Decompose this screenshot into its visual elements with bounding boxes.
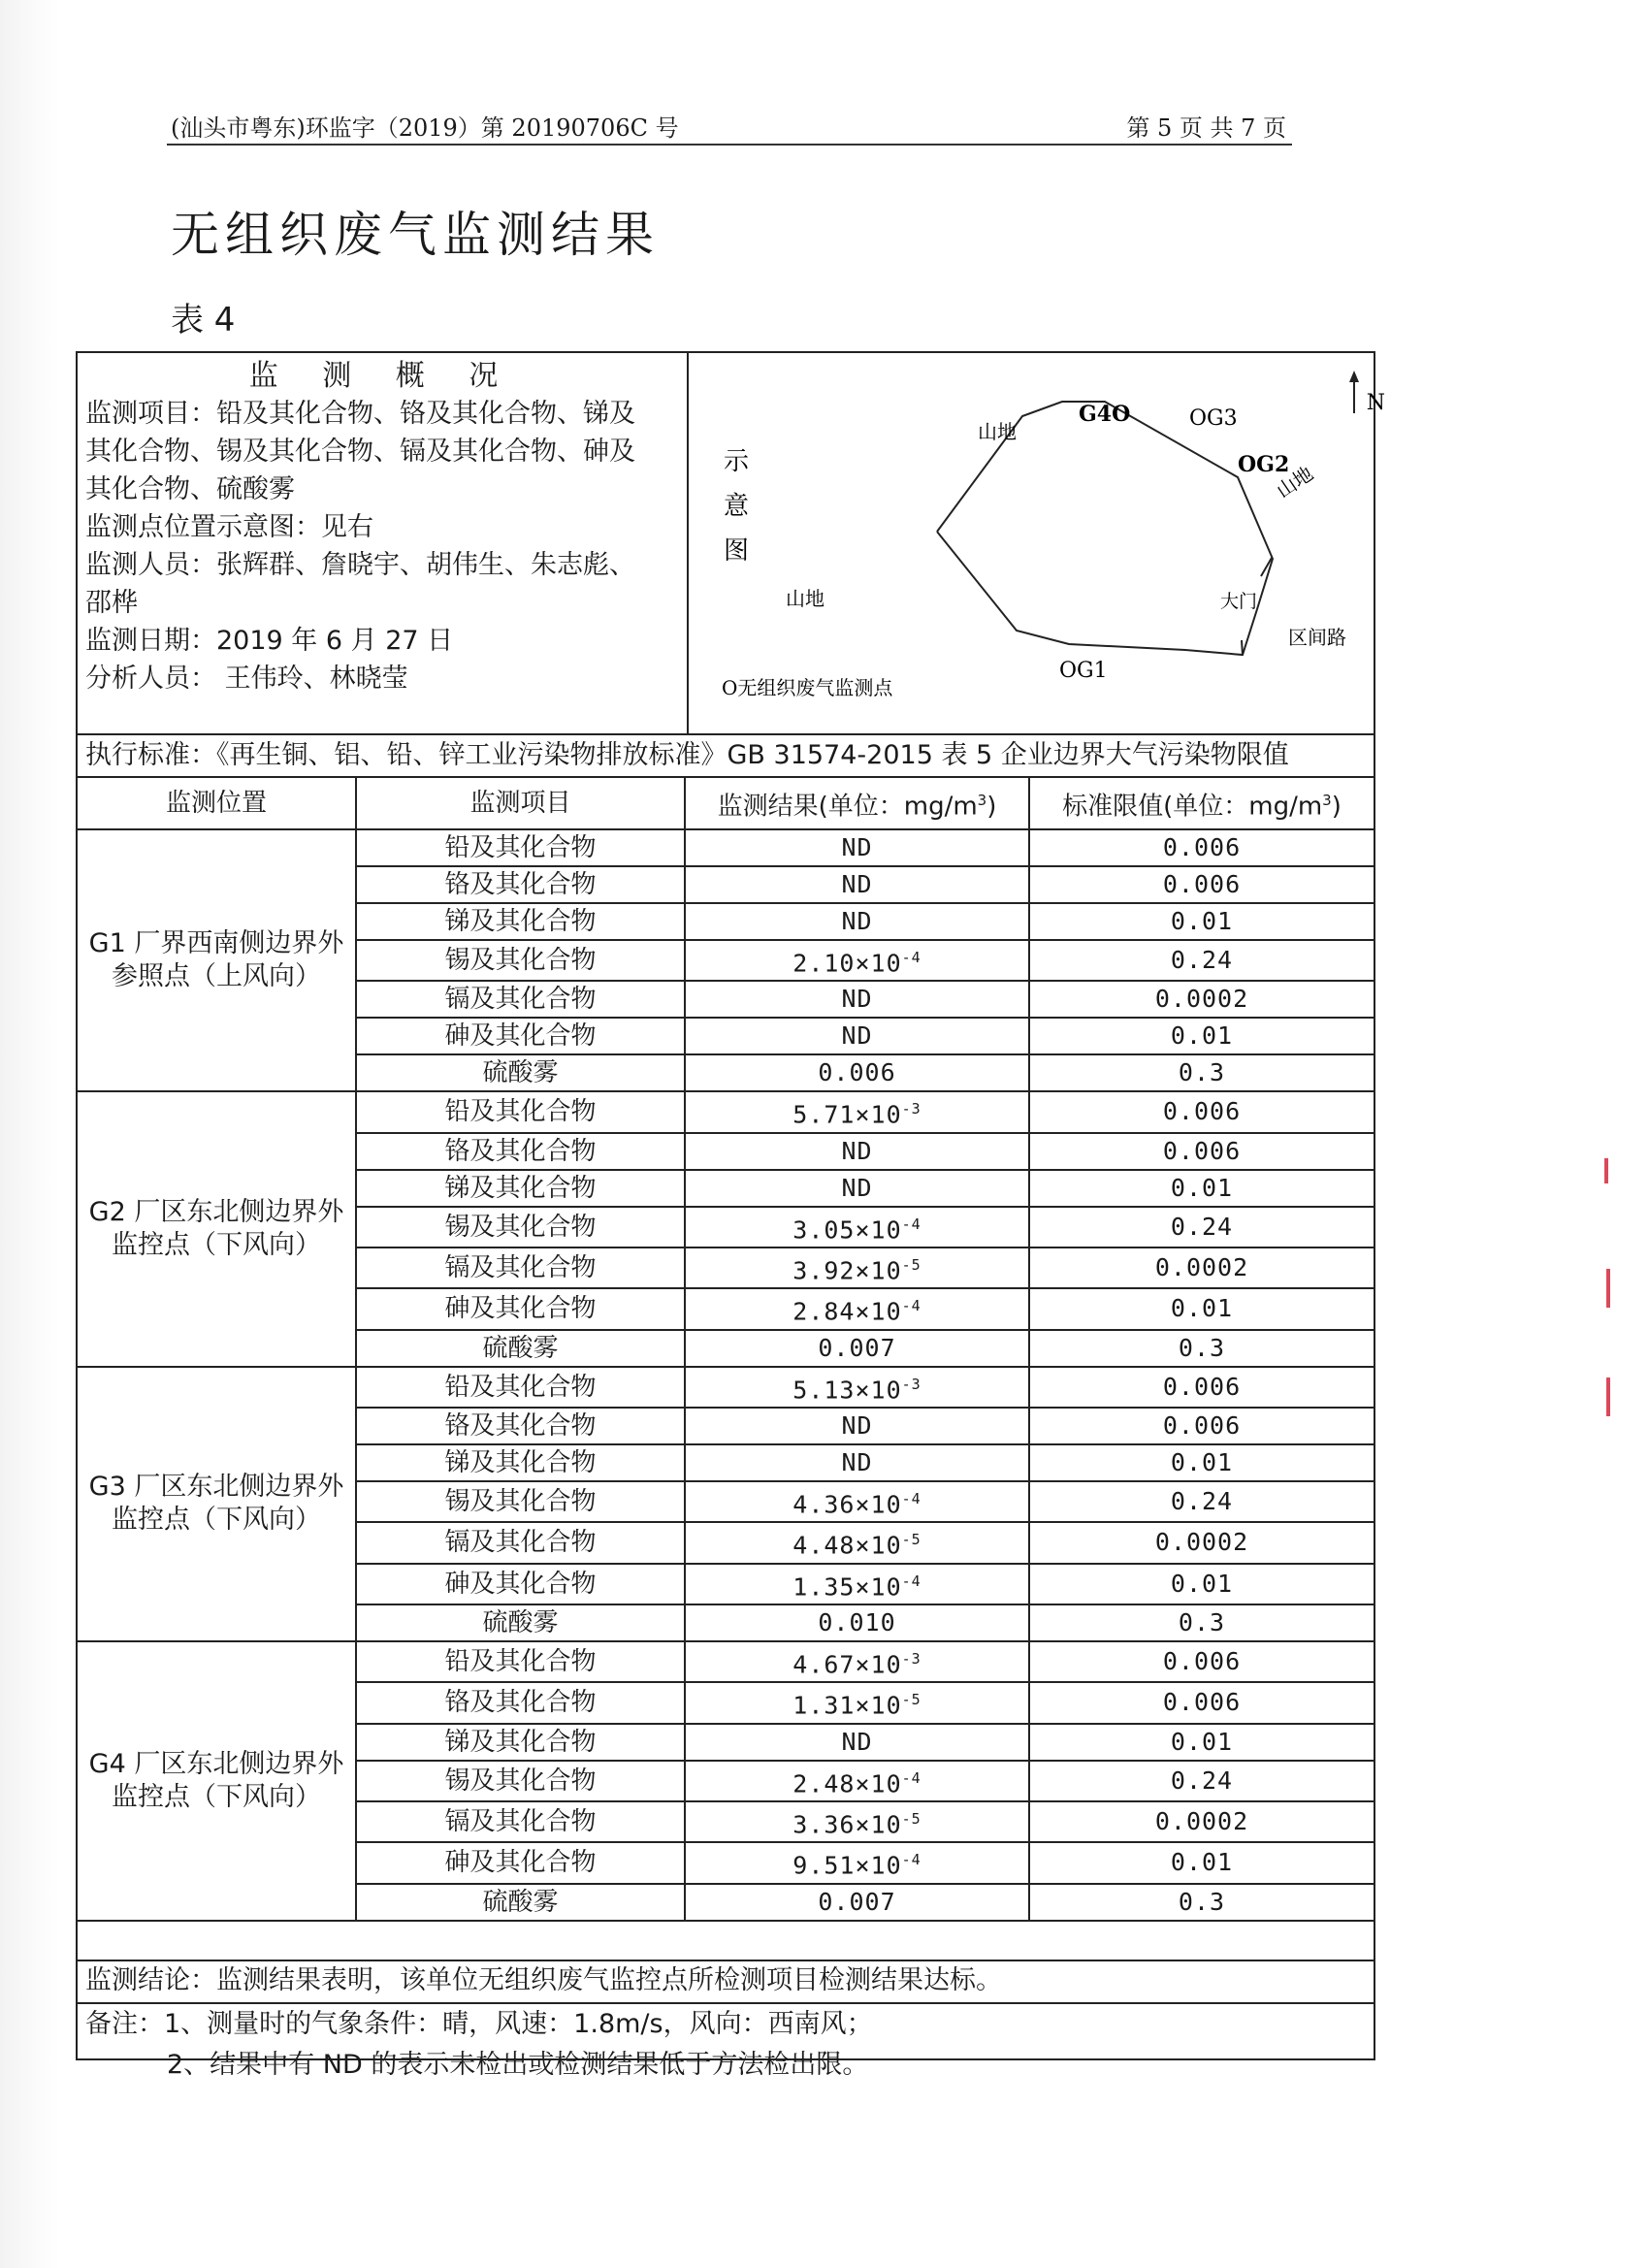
monitoring-result: $4.67\times 10^{-3}$ bbox=[685, 1641, 1029, 1682]
monitoring-location: G2 厂区东北侧边界外监控点（下风向） bbox=[78, 1091, 356, 1366]
monitoring-result: $5.13\times 10^{-3}$ bbox=[685, 1367, 1029, 1408]
monitoring-item: 铬及其化合物 bbox=[356, 1133, 685, 1170]
table-row bbox=[78, 829, 1374, 866]
remark-line: 2、结果中有 ND 的表示未检出或检测结果低于方法检出限。 bbox=[167, 2050, 869, 2080]
remarks bbox=[78, 2002, 1374, 2080]
monitoring-location: G1 厂界西南侧边界外参照点（上风向） bbox=[78, 829, 356, 1091]
overview-line: 其化合物、锡及其化合物、镉及其化合物、砷及 bbox=[85, 437, 635, 467]
standard-limit: 0.24 bbox=[1029, 1761, 1374, 1801]
schematic-side-label: 示 bbox=[724, 447, 750, 476]
monitoring-item: 砷及其化合物 bbox=[356, 1018, 685, 1054]
table-label: 表 4 bbox=[171, 301, 236, 340]
standard-limit: 0.006 bbox=[1029, 1091, 1374, 1132]
standard-limit: 0.0002 bbox=[1029, 1522, 1374, 1563]
overview-line: 监测项目：铅及其化合物、铬及其化合物、锑及 bbox=[85, 399, 635, 429]
table-header-row bbox=[78, 777, 1374, 829]
monitoring-item: 锡及其化合物 bbox=[356, 1481, 685, 1522]
monitoring-result: 0.007 bbox=[685, 1884, 1029, 1921]
monitoring-item: 砷及其化合物 bbox=[356, 1564, 685, 1604]
schematic-legend: O无组织废气监测点 bbox=[722, 676, 893, 699]
monitoring-result: $4.36\times 10^{-4}$ bbox=[685, 1481, 1029, 1522]
monitoring-item: 砷及其化合物 bbox=[356, 1842, 685, 1883]
col-header-result: 监测结果(单位：$mg/m^3$) bbox=[685, 777, 1029, 829]
page-title: 无组织废气监测结果 bbox=[171, 207, 660, 263]
monitoring-result: ND bbox=[685, 829, 1029, 866]
standard-limit: 0.3 bbox=[1029, 1054, 1374, 1091]
monitoring-item: 镉及其化合物 bbox=[356, 1522, 685, 1563]
page-header bbox=[167, 105, 1292, 146]
overview-line: 监测日期：2019 年 6 月 27 日 bbox=[85, 626, 454, 656]
monitoring-result: 0.007 bbox=[685, 1330, 1029, 1367]
monitoring-result: $2.84\times 10^{-4}$ bbox=[685, 1288, 1029, 1329]
standard-limit: 0.01 bbox=[1029, 1724, 1374, 1761]
monitoring-item: 铬及其化合物 bbox=[356, 1408, 685, 1444]
monitoring-result: $3.36\times 10^{-5}$ bbox=[685, 1801, 1029, 1842]
table-row bbox=[78, 1367, 1374, 1408]
monitoring-result: $4.48\times 10^{-5}$ bbox=[685, 1522, 1029, 1563]
monitoring-item: 砷及其化合物 bbox=[356, 1288, 685, 1329]
standard-limit: 0.01 bbox=[1029, 1564, 1374, 1604]
schematic-side-label: 意 bbox=[724, 492, 750, 521]
monitoring-item: 铅及其化合物 bbox=[356, 1641, 685, 1682]
standard-limit: 0.006 bbox=[1029, 1641, 1374, 1682]
stamp-edge-mark bbox=[1606, 1377, 1610, 1416]
north-label: N bbox=[1366, 391, 1385, 415]
monitoring-result: 0.006 bbox=[685, 1054, 1029, 1091]
monitoring-result: ND bbox=[685, 981, 1029, 1018]
gate-line bbox=[1242, 640, 1243, 655]
standard-limit: 0.3 bbox=[1029, 1330, 1374, 1367]
monitoring-item: 锑及其化合物 bbox=[356, 1444, 685, 1481]
monitoring-item: 镉及其化合物 bbox=[356, 1247, 685, 1288]
col-header-limit: 标准限值(单位：$mg/m^3$) bbox=[1029, 777, 1374, 829]
monitoring-result: $3.92\times 10^{-5}$ bbox=[685, 1247, 1029, 1288]
standard-limit: 0.006 bbox=[1029, 1682, 1374, 1723]
monitoring-item: 铅及其化合物 bbox=[356, 829, 685, 866]
monitoring-result: $9.51\times 10^{-4}$ bbox=[685, 1842, 1029, 1883]
scan-edge-shadow bbox=[0, 0, 60, 2268]
standard-limit: 0.01 bbox=[1029, 1288, 1374, 1329]
standard-limit: 0.01 bbox=[1029, 1018, 1374, 1054]
monitoring-result: ND bbox=[685, 1408, 1029, 1444]
results-table bbox=[78, 776, 1374, 1922]
monitoring-item: 锑及其化合物 bbox=[356, 1170, 685, 1207]
table-row bbox=[78, 1091, 1374, 1132]
applicable-standard: 执行标准：《再生铜、铝、铅、锌工业污染物排放标准》GB 31574-2015 表 5 企业边界大气污染物限值 bbox=[78, 733, 1374, 776]
monitoring-result: $1.31\times 10^{-5}$ bbox=[685, 1682, 1029, 1723]
report-table-frame bbox=[76, 351, 1385, 2080]
monitoring-result: $2.10\times 10^{-4}$ bbox=[685, 940, 1029, 981]
site-schematic-svg bbox=[689, 353, 1385, 733]
monitoring-result: ND bbox=[685, 903, 1029, 940]
monitoring-item: 锡及其化合物 bbox=[356, 940, 685, 981]
overview-heading: 监 测 概 况 bbox=[248, 359, 516, 393]
monitoring-result: ND bbox=[685, 1444, 1029, 1481]
monitoring-result: ND bbox=[685, 866, 1029, 903]
overview-line: 监测点位置示意图：见右 bbox=[85, 512, 373, 542]
monitoring-result: $1.35\times 10^{-4}$ bbox=[685, 1564, 1029, 1604]
monitoring-overview bbox=[78, 353, 689, 733]
monitoring-item: 锑及其化合物 bbox=[356, 1724, 685, 1761]
monitoring-item: 铅及其化合物 bbox=[356, 1367, 685, 1408]
point-g1-label: OG1 bbox=[1059, 659, 1108, 683]
overview-line: 分析人员： 王伟玲、林晓莹 bbox=[85, 664, 408, 694]
standard-limit: 0.24 bbox=[1029, 1207, 1374, 1247]
monitoring-result: ND bbox=[685, 1724, 1029, 1761]
point-g4-label: G4O bbox=[1079, 402, 1131, 427]
mountain-label-right: 山地 bbox=[1272, 461, 1317, 503]
monitoring-result: $2.48\times 10^{-4}$ bbox=[685, 1761, 1029, 1801]
stamp-edge-mark bbox=[1606, 1269, 1610, 1308]
monitoring-location: G4 厂区东北侧边界外监控点（下风向） bbox=[78, 1641, 356, 1921]
page-info: 第 5 页 共 7 页 bbox=[1126, 114, 1286, 142]
monitoring-item: 硫酸雾 bbox=[356, 1330, 685, 1367]
monitoring-result: ND bbox=[685, 1018, 1029, 1054]
monitoring-item: 铅及其化合物 bbox=[356, 1091, 685, 1132]
monitoring-item: 铬及其化合物 bbox=[356, 866, 685, 903]
north-arrow-icon bbox=[1349, 371, 1359, 413]
remark-line: 备注：1、测量时的气象条件：晴，风速：1.8m/s，风向：西南风； bbox=[85, 2009, 873, 2039]
standard-limit: 0.01 bbox=[1029, 1170, 1374, 1207]
overview-line: 邵桦 bbox=[85, 588, 138, 618]
site-schematic bbox=[689, 353, 1385, 733]
monitoring-result: ND bbox=[685, 1133, 1029, 1170]
monitoring-item: 镉及其化合物 bbox=[356, 1801, 685, 1842]
standard-limit: 0.006 bbox=[1029, 866, 1374, 903]
doc-number: (汕头市粤东)环监字（2019）第 20190706C 号 bbox=[171, 114, 679, 142]
standard-limit: 0.006 bbox=[1029, 1367, 1374, 1408]
point-g3-label: OG3 bbox=[1189, 406, 1238, 431]
monitoring-item: 镉及其化合物 bbox=[356, 981, 685, 1018]
monitoring-result: 0.010 bbox=[685, 1604, 1029, 1641]
stamp-edge-mark bbox=[1604, 1158, 1608, 1183]
monitoring-item: 锡及其化合物 bbox=[356, 1207, 685, 1247]
schematic-side-label: 图 bbox=[724, 536, 750, 566]
overview-line: 监测人员：张辉群、詹晓宇、胡伟生、朱志彪、 bbox=[85, 550, 635, 580]
standard-limit: 0.01 bbox=[1029, 1444, 1374, 1481]
standard-limit: 0.01 bbox=[1029, 903, 1374, 940]
monitoring-conclusion: 监测结论：监测结果表明，该单位无组织废气监控点所检测项目检测结果达标。 bbox=[78, 1960, 1374, 2002]
standard-limit: 0.0002 bbox=[1029, 1247, 1374, 1288]
standard-limit: 0.006 bbox=[1029, 829, 1374, 866]
col-header-item: 监测项目 bbox=[356, 777, 685, 829]
monitoring-item: 硫酸雾 bbox=[356, 1604, 685, 1641]
monitoring-item: 硫酸雾 bbox=[356, 1884, 685, 1921]
table-row bbox=[78, 1641, 1374, 1682]
standard-limit: 0.01 bbox=[1029, 1842, 1374, 1883]
monitoring-item: 锡及其化合物 bbox=[356, 1761, 685, 1801]
road-label: 区间路 bbox=[1288, 626, 1346, 649]
standard-limit: 0.24 bbox=[1029, 940, 1374, 981]
point-g2-label: OG2 bbox=[1238, 452, 1290, 477]
monitoring-item: 硫酸雾 bbox=[356, 1054, 685, 1091]
standard-limit: 0.3 bbox=[1029, 1604, 1374, 1641]
standard-limit: 0.3 bbox=[1029, 1884, 1374, 1921]
mountain-label-left: 山地 bbox=[786, 587, 824, 610]
standard-limit: 0.0002 bbox=[1029, 981, 1374, 1018]
standard-limit: 0.24 bbox=[1029, 1481, 1374, 1522]
overview-line: 其化合物、硫酸雾 bbox=[85, 474, 295, 504]
monitoring-result: $5.71\times 10^{-3}$ bbox=[685, 1091, 1029, 1132]
monitoring-item: 铬及其化合物 bbox=[356, 1682, 685, 1723]
standard-limit: 0.006 bbox=[1029, 1408, 1374, 1444]
monitoring-result: ND bbox=[685, 1170, 1029, 1207]
gate-label: 大门 bbox=[1220, 591, 1258, 612]
col-header-location: 监测位置 bbox=[78, 777, 356, 829]
monitoring-location: G3 厂区东北侧边界外监控点（下风向） bbox=[78, 1367, 356, 1641]
standard-limit: 0.0002 bbox=[1029, 1801, 1374, 1842]
standard-limit: 0.006 bbox=[1029, 1133, 1374, 1170]
mountain-label-top: 山地 bbox=[978, 420, 1017, 443]
monitoring-result: $3.05\times 10^{-4}$ bbox=[685, 1207, 1029, 1247]
monitoring-item: 锑及其化合物 bbox=[356, 903, 685, 940]
